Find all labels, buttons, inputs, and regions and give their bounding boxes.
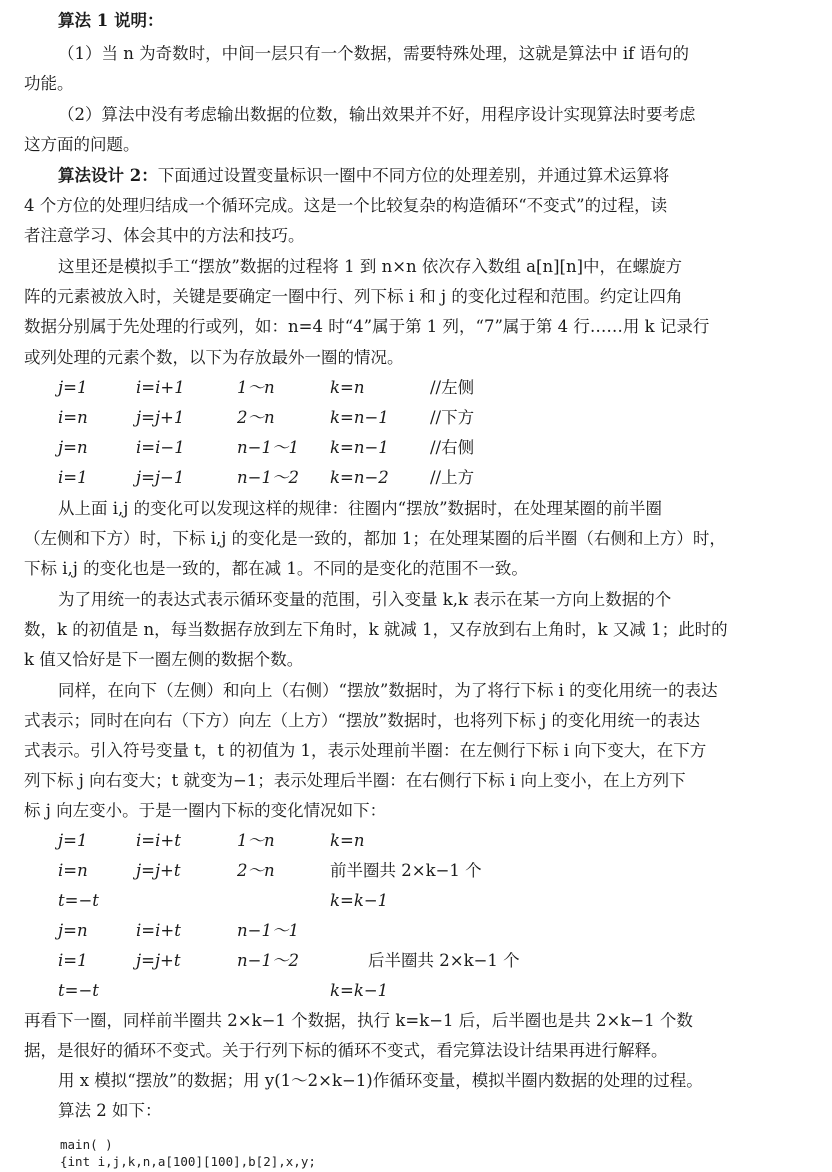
note2-line1: （2）算法中没有考虑输出数据的位数，输出效果并不好，用程序设计实现算法时要考虑 bbox=[58, 105, 696, 124]
code-line-main: main( ) bbox=[60, 1137, 113, 1152]
para-t-line1: 同样，在向下（左侧）和向上（右侧）“摆放”数据时，为了将行下标 i 的变化用统一的表达 bbox=[58, 681, 718, 700]
para-x-line1: 用 x 模拟“摆放”的数据；用 y(1～2×k−1)作循环变量，模拟半圈内数据的处理的过程。 bbox=[58, 1071, 703, 1090]
para-t-line4: 列下标 j 向右变大；t 就变为−1；表示处理后半圈：在右侧行下标 i 向上变小，在上方列下 bbox=[24, 771, 686, 790]
para-next-line1: 再看下一圈，同样前半圈共 2×k−1 个数据，执行 k=k−1 后，后半圈也是共 2×k−1 个数 bbox=[24, 1011, 693, 1030]
table1-row: i=n j=j+1 2～n k=n−1 //下方 bbox=[58, 408, 475, 427]
para-simulate-line2: 阵的元素被放入时，关键是要确定一圈中行、列下标 i 和 j 的变化过程和范围。约定让四角 bbox=[24, 287, 683, 306]
algorithm2-label: 算法 2 如下： bbox=[58, 1101, 162, 1120]
para-t-line5: 标 j 向左变小。于是一圈内下标的变化情况如下： bbox=[24, 801, 387, 820]
para-simulate-line4: 或列处理的元素个数，以下为存放最外一圈的情况。 bbox=[24, 348, 404, 367]
para-k-line2: 数，k 的初值是 n，每当数据存放到左下角时，k 就减 1，又存放到右上角时，k 又减 1；此时的 bbox=[24, 620, 728, 639]
para-next-line2: 据，是很好的循环不变式。关于行列下标的循环不变式，看完算法设计结果再进行解释。 bbox=[24, 1041, 668, 1060]
table1-row: j=1 i=i+1 1～n k=n //左侧 bbox=[58, 378, 475, 397]
table2-row: i=1 j=j+t n−1～2 后半圈共 2×k−1 个 bbox=[58, 951, 520, 970]
para-simulate-line3: 数据分别属于先处理的行或列，如：n=4 时“4”属于第 1 列，“7”属于第 4 行……用 k 记录行 bbox=[24, 317, 710, 336]
table2-row: t=−t k=k−1 bbox=[58, 981, 389, 1000]
para-t-line3: 式表示。引入符号变量 t，t 的初值为 1，表示处理前半圈：在左侧行下标 i 向下变大，在下方 bbox=[24, 741, 707, 760]
code-line-decl: {int i,j,k,n,a[100][100],b[2],x,y; bbox=[60, 1154, 316, 1169]
table1-row: j=n i=i−1 n−1～1 k=n−1 //右侧 bbox=[58, 438, 475, 457]
para-t-line2: 式表示；同时在向右（下方）向左（上方）“摆放”数据时，也将列下标 j 的变化用统一的表达 bbox=[24, 711, 700, 730]
design2-line2: 4 个方位的处理归结成一个循环完成。这是一个比较复杂的构造循环“不变式”的过程，读 bbox=[24, 196, 668, 215]
table1-row: i=1 j=j−1 n−1～2 k=n−2 //上方 bbox=[58, 468, 475, 487]
para-k-line3: k 值又恰好是下一圈左侧的数据个数。 bbox=[24, 650, 304, 669]
design2-heading: 算法设计 2： bbox=[58, 166, 158, 185]
note1-line1: （1）当 n 为奇数时，中间一层只有一个数据，需要特殊处理，这就是算法中 if 语句的 bbox=[58, 44, 689, 63]
design2-line1 bbox=[58, 165, 669, 187]
section-heading-algorithm1-notes: 算法 1 说明： bbox=[58, 11, 164, 30]
table2-row: j=n i=i+t n−1～1 bbox=[58, 921, 299, 940]
para-rule-line3: 下标 i,j 的变化也是一致的，都在减 1。不同的是变化的范围不一致。 bbox=[24, 559, 528, 578]
para-k-line1: 为了用统一的表达式表示循环变量的范围，引入变量 k,k 表示在某一方向上数据的个 bbox=[58, 590, 672, 609]
table2-row: t=−t k=k−1 bbox=[58, 891, 389, 910]
table2-row: i=n j=j+t 2～n 前半圈共 2×k−1 个 bbox=[58, 861, 482, 880]
table2-row: j=1 i=i+t 1～n k=n bbox=[58, 831, 365, 850]
para-simulate-line1: 这里还是模拟手工“摆放”数据的过程将 1 到 n×n 依次存入数组 a[n][n]中，在螺旋方 bbox=[58, 257, 683, 276]
para-rule-line1: 从上面 i,j 的变化可以发现这样的规律：往圈内“摆放”数据时，在处理某圈的前半圈 bbox=[58, 499, 662, 518]
note2-line2: 这方面的问题。 bbox=[24, 135, 140, 154]
design2-text: 下面通过设置变量标识一圈中不同方位的处理差别，并通过算术运算将 bbox=[157, 166, 670, 185]
design2-line3: 者注意学习、体会其中的方法和技巧。 bbox=[24, 226, 305, 245]
para-rule-line2: （左侧和下方）时，下标 i,j 的变化是一致的，都加 1；在处理某圈的后半圈（右侧和上方）时， bbox=[24, 529, 726, 548]
note1-line2: 功能。 bbox=[24, 74, 74, 93]
